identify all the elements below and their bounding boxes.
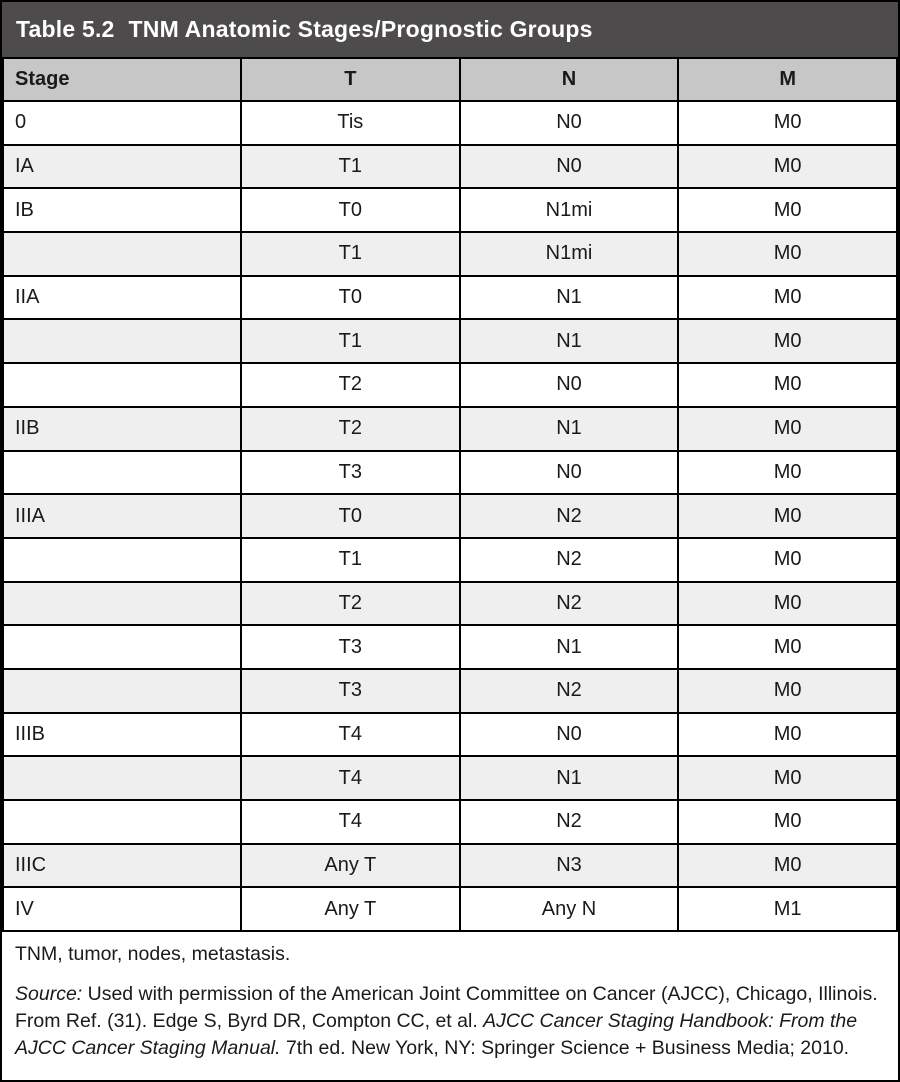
column-header-t: T: [241, 58, 460, 101]
header-row: [3, 58, 897, 101]
cell-n: N1: [460, 276, 679, 320]
cell-m: M0: [678, 538, 897, 582]
cell-stage: IIIB: [3, 713, 241, 757]
column-header-n: N: [460, 58, 679, 101]
cell-stage: 0: [3, 101, 241, 145]
cell-stage: IB: [3, 188, 241, 232]
cell-stage: [3, 582, 241, 626]
cell-t: Any T: [241, 887, 460, 931]
table-row: [3, 844, 897, 888]
cell-n: Any N: [460, 887, 679, 931]
cell-t: T3: [241, 451, 460, 495]
cell-stage: IIIA: [3, 494, 241, 538]
cell-n: N1: [460, 407, 679, 451]
table-row: [3, 538, 897, 582]
cell-stage: [3, 756, 241, 800]
table-row: [3, 232, 897, 276]
cell-stage: IIB: [3, 407, 241, 451]
table-row: [3, 407, 897, 451]
source-italic-segment: Source:: [15, 982, 83, 1005]
cell-m: M0: [678, 582, 897, 626]
table-row: [3, 756, 897, 800]
cell-n: N1: [460, 756, 679, 800]
cell-n: N2: [460, 538, 679, 582]
cell-stage: [3, 669, 241, 713]
source-italic-segment: AJCC Cancer Staging Handbook: From the AJCC Cancer Staging Manual.: [15, 1009, 858, 1059]
cell-m: M0: [678, 276, 897, 320]
cell-stage: [3, 538, 241, 582]
cell-stage: [3, 363, 241, 407]
cell-m: M0: [678, 145, 897, 189]
cell-stage: [3, 232, 241, 276]
cell-stage: [3, 800, 241, 844]
cell-t: T4: [241, 756, 460, 800]
cell-n: N2: [460, 494, 679, 538]
cell-m: M0: [678, 713, 897, 757]
cell-n: N2: [460, 582, 679, 626]
source-text-segment: Used with permission of the American Joint Committee on Cancer (AJCC), Chicago, Illinois. From Ref. (31). Edge S, Byrd DR, Compton CC, et al.: [15, 982, 878, 1032]
cell-n: N2: [460, 800, 679, 844]
cell-m: M0: [678, 494, 897, 538]
cell-m: M0: [678, 451, 897, 495]
table-row: [3, 451, 897, 495]
cell-n: N0: [460, 451, 679, 495]
cell-n: N1: [460, 625, 679, 669]
cell-t: T1: [241, 145, 460, 189]
cell-n: N0: [460, 145, 679, 189]
cell-t: Any T: [241, 844, 460, 888]
cell-t: T3: [241, 625, 460, 669]
cell-stage: IA: [3, 145, 241, 189]
cell-stage: IV: [3, 887, 241, 931]
cell-t: T0: [241, 188, 460, 232]
abbreviation-note: TNM, tumor, nodes, metastasis.: [15, 943, 291, 966]
cell-m: M0: [678, 101, 897, 145]
cell-m: M0: [678, 625, 897, 669]
cell-stage: [3, 625, 241, 669]
table-footnotes: [2, 932, 898, 1080]
table-row: [3, 887, 897, 931]
cell-t: T4: [241, 713, 460, 757]
cell-stage: [3, 451, 241, 495]
table-row: [3, 188, 897, 232]
cell-m: M0: [678, 188, 897, 232]
cell-t: T1: [241, 319, 460, 363]
cell-n: N1: [460, 319, 679, 363]
cell-m: M1: [678, 887, 897, 931]
cell-stage: IIIC: [3, 844, 241, 888]
cell-t: T1: [241, 232, 460, 276]
column-header-stage: Stage: [3, 58, 241, 101]
cell-n: N0: [460, 363, 679, 407]
table-row: [3, 582, 897, 626]
table-row: [3, 363, 897, 407]
cell-t: T2: [241, 363, 460, 407]
cell-n: N1mi: [460, 188, 679, 232]
staging-table: [2, 57, 898, 932]
cell-t: T2: [241, 407, 460, 451]
table-body: [3, 101, 897, 931]
cell-t: Tis: [241, 101, 460, 145]
cell-n: N0: [460, 713, 679, 757]
source-text-segment: 7th ed. New York, NY: Springer Science + Business Media; 2010.: [280, 1036, 850, 1059]
source-note: [15, 981, 885, 1062]
table-row: [3, 276, 897, 320]
table-number: Table 5.2: [16, 16, 115, 42]
table-row: [3, 494, 897, 538]
cell-n: N1mi: [460, 232, 679, 276]
cell-stage: IIA: [3, 276, 241, 320]
cell-t: T0: [241, 494, 460, 538]
cell-m: M0: [678, 232, 897, 276]
cell-stage: [3, 319, 241, 363]
cell-t: T1: [241, 538, 460, 582]
cell-n: N3: [460, 844, 679, 888]
cell-m: M0: [678, 756, 897, 800]
cell-t: T2: [241, 582, 460, 626]
cell-n: N0: [460, 101, 679, 145]
table-row: [3, 625, 897, 669]
table-row: [3, 319, 897, 363]
table-row: [3, 800, 897, 844]
cell-t: T4: [241, 800, 460, 844]
cell-m: M0: [678, 319, 897, 363]
cell-m: M0: [678, 844, 897, 888]
column-header-m: M: [678, 58, 897, 101]
cell-m: M0: [678, 800, 897, 844]
table-row: [3, 713, 897, 757]
cell-t: T3: [241, 669, 460, 713]
cell-m: M0: [678, 669, 897, 713]
table-title: TNM Anatomic Stages/Prognostic Groups: [128, 16, 593, 42]
table-row: [3, 145, 897, 189]
cell-n: N2: [460, 669, 679, 713]
table-row: [3, 669, 897, 713]
table-row: [3, 101, 897, 145]
cell-m: M0: [678, 407, 897, 451]
cell-m: M0: [678, 363, 897, 407]
table-title-bar: [2, 2, 898, 57]
cell-t: T0: [241, 276, 460, 320]
